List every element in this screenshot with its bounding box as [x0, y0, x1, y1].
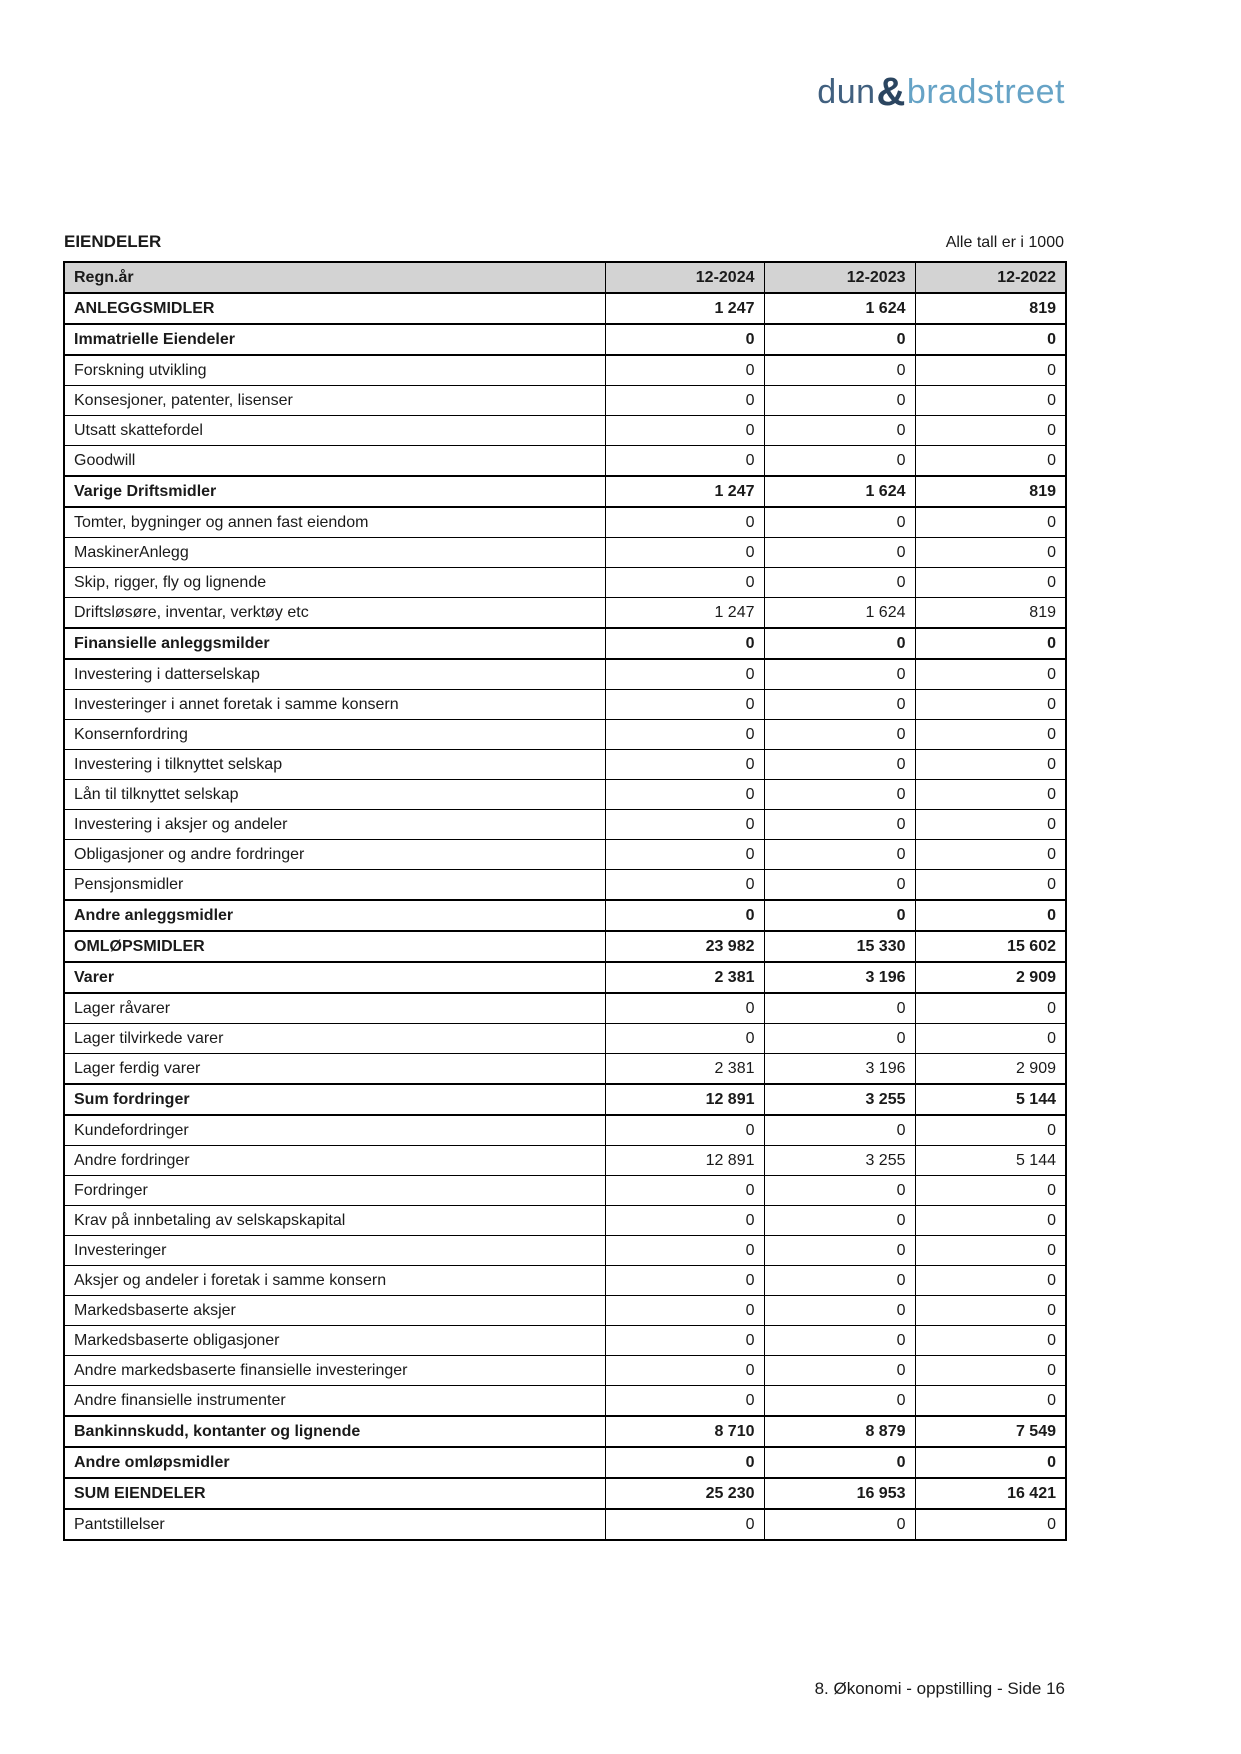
row-value: 0 — [605, 690, 764, 720]
table-row — [64, 1509, 1066, 1540]
row-value: 0 — [915, 690, 1066, 720]
row-value: 1 247 — [605, 476, 764, 507]
row-value: 0 — [605, 1176, 764, 1206]
table-row — [64, 1206, 1066, 1236]
row-value: 8 879 — [764, 1416, 915, 1447]
row-label: Sum fordringer — [64, 1084, 605, 1115]
row-value: 0 — [915, 538, 1066, 568]
row-value: 0 — [764, 1296, 915, 1326]
row-value: 1 624 — [764, 476, 915, 507]
row-value: 0 — [605, 628, 764, 659]
row-label: MaskinerAnlegg — [64, 538, 605, 568]
table-row — [64, 870, 1066, 901]
row-value: 0 — [605, 1356, 764, 1386]
row-value: 8 710 — [605, 1416, 764, 1447]
row-label: Markedsbaserte obligasjoner — [64, 1326, 605, 1356]
row-value: 3 255 — [764, 1084, 915, 1115]
table-row — [64, 1326, 1066, 1356]
table-row — [64, 1024, 1066, 1054]
table-row — [64, 1176, 1066, 1206]
row-label: Immatrielle Eiendeler — [64, 324, 605, 355]
row-value: 1 247 — [605, 598, 764, 629]
table-row — [64, 690, 1066, 720]
row-label: Andre omløpsmidler — [64, 1447, 605, 1478]
row-value: 0 — [915, 1266, 1066, 1296]
row-value: 15 602 — [915, 931, 1066, 962]
row-value: 16 953 — [764, 1478, 915, 1509]
row-value: 0 — [605, 1236, 764, 1266]
row-value: 15 330 — [764, 931, 915, 962]
table-row — [64, 750, 1066, 780]
column-header-12-2023: 12-2023 — [764, 262, 915, 293]
table-row — [64, 476, 1066, 507]
row-value: 0 — [605, 1266, 764, 1296]
row-value: 0 — [764, 1176, 915, 1206]
row-label: Kundefordringer — [64, 1115, 605, 1146]
table-row — [64, 659, 1066, 690]
page-footer: 8. Økonomi - oppstilling - Side 16 — [814, 1679, 1065, 1698]
row-value: 0 — [605, 1296, 764, 1326]
row-value: 3 196 — [764, 962, 915, 993]
row-label: Andre finansielle instrumenter — [64, 1386, 605, 1417]
table-row — [64, 1084, 1066, 1115]
table-row — [64, 1115, 1066, 1146]
row-value: 5 144 — [915, 1146, 1066, 1176]
row-value: 2 909 — [915, 1054, 1066, 1085]
table-row — [64, 810, 1066, 840]
row-value: 0 — [915, 780, 1066, 810]
row-label: Investering i aksjer og andeler — [64, 810, 605, 840]
table-row — [64, 293, 1066, 324]
row-value: 0 — [764, 628, 915, 659]
table-row — [64, 1054, 1066, 1085]
row-value: 0 — [605, 659, 764, 690]
table-row — [64, 1236, 1066, 1266]
table-row — [64, 1447, 1066, 1478]
row-label: Tomter, bygninger og annen fast eiendom — [64, 507, 605, 538]
row-value: 2 381 — [605, 1054, 764, 1085]
balance-sheet-table — [63, 261, 1067, 1541]
row-value: 0 — [764, 720, 915, 750]
row-label: Konsesjoner, patenter, lisenser — [64, 386, 605, 416]
column-header-12-2022: 12-2022 — [915, 262, 1066, 293]
row-value: 0 — [915, 750, 1066, 780]
row-value: 0 — [605, 1509, 764, 1540]
row-value: 2 909 — [915, 962, 1066, 993]
row-value: 0 — [764, 1206, 915, 1236]
row-value: 0 — [915, 870, 1066, 901]
table-row — [64, 1478, 1066, 1509]
row-value: 5 144 — [915, 1084, 1066, 1115]
table-row — [64, 840, 1066, 870]
dun-bradstreet-logo — [817, 70, 1065, 114]
row-label: Varige Driftsmidler — [64, 476, 605, 507]
row-value: 0 — [605, 386, 764, 416]
row-value: 0 — [605, 780, 764, 810]
table-row — [64, 993, 1066, 1024]
row-value: 0 — [605, 750, 764, 780]
row-value: 0 — [915, 628, 1066, 659]
row-value: 0 — [605, 1115, 764, 1146]
row-value: 0 — [764, 1447, 915, 1478]
row-value: 12 891 — [605, 1084, 764, 1115]
table-row — [64, 962, 1066, 993]
row-label: Lager tilvirkede varer — [64, 1024, 605, 1054]
row-value: 0 — [764, 690, 915, 720]
row-label: Utsatt skattefordel — [64, 416, 605, 446]
row-label: Driftsløsøre, inventar, verktøy etc — [64, 598, 605, 629]
row-value: 0 — [915, 324, 1066, 355]
row-value: 0 — [764, 1509, 915, 1540]
row-value: 819 — [915, 293, 1066, 324]
row-label: Bankinnskudd, kontanter og lignende — [64, 1416, 605, 1447]
row-value: 0 — [764, 810, 915, 840]
row-value: 0 — [764, 355, 915, 386]
row-value: 0 — [915, 1447, 1066, 1478]
row-value: 0 — [915, 1356, 1066, 1386]
row-label: Goodwill — [64, 446, 605, 477]
table-row — [64, 1386, 1066, 1417]
table-row — [64, 416, 1066, 446]
row-label: Varer — [64, 962, 605, 993]
row-label: OMLØPSMIDLER — [64, 931, 605, 962]
row-value: 0 — [915, 568, 1066, 598]
row-label: Krav på innbetaling av selskapskapital — [64, 1206, 605, 1236]
row-value: 0 — [605, 1206, 764, 1236]
row-label: Lager råvarer — [64, 993, 605, 1024]
page-title: EIENDELER — [64, 232, 162, 251]
table-row — [64, 507, 1066, 538]
row-value: 0 — [764, 993, 915, 1024]
row-value: 0 — [764, 386, 915, 416]
row-value: 0 — [605, 1386, 764, 1417]
row-value: 0 — [915, 446, 1066, 477]
row-value: 0 — [764, 1115, 915, 1146]
row-label: Investeringer i annet foretak i samme konsern — [64, 690, 605, 720]
row-value: 0 — [764, 1266, 915, 1296]
row-label: Lån til tilknyttet selskap — [64, 780, 605, 810]
row-value: 0 — [915, 386, 1066, 416]
row-label: Lager ferdig varer — [64, 1054, 605, 1085]
row-value: 0 — [764, 538, 915, 568]
row-value: 0 — [764, 780, 915, 810]
table-row — [64, 900, 1066, 931]
row-label: Andre markedsbaserte finansielle investeringer — [64, 1356, 605, 1386]
row-value: 819 — [915, 476, 1066, 507]
row-value: 0 — [764, 1236, 915, 1266]
row-value: 3 196 — [764, 1054, 915, 1085]
row-value: 0 — [605, 1326, 764, 1356]
row-value: 0 — [605, 840, 764, 870]
row-value: 0 — [915, 1236, 1066, 1266]
row-label: Obligasjoner og andre fordringer — [64, 840, 605, 870]
row-label: Andre fordringer — [64, 1146, 605, 1176]
row-value: 0 — [764, 659, 915, 690]
row-value: 0 — [764, 1386, 915, 1417]
table-row — [64, 931, 1066, 962]
logo-ampersand-icon: & — [876, 70, 906, 114]
row-label: Andre anleggsmidler — [64, 900, 605, 931]
row-value: 0 — [605, 324, 764, 355]
logo-text-dun: dun — [817, 73, 876, 111]
row-value: 0 — [764, 870, 915, 901]
row-value: 0 — [764, 416, 915, 446]
row-value: 0 — [605, 870, 764, 901]
row-value: 0 — [764, 507, 915, 538]
table-row — [64, 1416, 1066, 1447]
table-header-row — [64, 262, 1066, 293]
table-row — [64, 568, 1066, 598]
row-value: 23 982 — [605, 931, 764, 962]
row-value: 0 — [605, 993, 764, 1024]
row-value: 1 624 — [764, 598, 915, 629]
row-value: 0 — [915, 720, 1066, 750]
row-value: 0 — [764, 1356, 915, 1386]
row-label: Aksjer og andeler i foretak i samme konsern — [64, 1266, 605, 1296]
row-value: 0 — [605, 507, 764, 538]
balance-sheet-section — [63, 232, 1065, 1541]
row-value: 3 255 — [764, 1146, 915, 1176]
row-value: 0 — [915, 1296, 1066, 1326]
row-label: Konsernfordring — [64, 720, 605, 750]
row-label: Investeringer — [64, 1236, 605, 1266]
row-label: Markedsbaserte aksjer — [64, 1296, 605, 1326]
row-value: 0 — [605, 538, 764, 568]
row-value: 0 — [764, 750, 915, 780]
row-value: 0 — [764, 568, 915, 598]
row-value: 0 — [605, 355, 764, 386]
row-value: 16 421 — [915, 1478, 1066, 1509]
row-value: 0 — [605, 810, 764, 840]
row-value: 0 — [915, 1115, 1066, 1146]
row-value: 1 624 — [764, 293, 915, 324]
row-value: 0 — [915, 659, 1066, 690]
row-value: 0 — [764, 840, 915, 870]
row-value: 0 — [915, 355, 1066, 386]
row-label: Skip, rigger, fly og lignende — [64, 568, 605, 598]
row-value: 0 — [915, 1386, 1066, 1417]
table-row — [64, 324, 1066, 355]
row-value: 0 — [605, 900, 764, 931]
row-value: 0 — [605, 568, 764, 598]
table-row — [64, 1296, 1066, 1326]
table-row — [64, 598, 1066, 629]
row-value: 12 891 — [605, 1146, 764, 1176]
row-value: 25 230 — [605, 1478, 764, 1509]
row-label: Fordringer — [64, 1176, 605, 1206]
row-value: 0 — [764, 1326, 915, 1356]
row-value: 0 — [605, 720, 764, 750]
row-value: 0 — [764, 1024, 915, 1054]
row-value: 0 — [915, 900, 1066, 931]
row-value: 0 — [915, 1509, 1066, 1540]
row-value: 0 — [915, 993, 1066, 1024]
logo-text-bradstreet: bradstreet — [906, 73, 1065, 111]
table-row — [64, 1266, 1066, 1296]
row-value: 0 — [605, 446, 764, 477]
row-value: 0 — [605, 416, 764, 446]
row-label: SUM EIENDELER — [64, 1478, 605, 1509]
row-value: 2 381 — [605, 962, 764, 993]
column-header-regnar: Regn.år — [64, 262, 605, 293]
section-header-line — [63, 232, 1065, 252]
row-value: 0 — [605, 1024, 764, 1054]
row-value: 819 — [915, 598, 1066, 629]
row-label: Investering i datterselskap — [64, 659, 605, 690]
row-value: 0 — [915, 1326, 1066, 1356]
row-value: 0 — [915, 1206, 1066, 1236]
row-value: 0 — [915, 507, 1066, 538]
row-value: 0 — [764, 900, 915, 931]
row-label: Investering i tilknyttet selskap — [64, 750, 605, 780]
row-value: 0 — [915, 840, 1066, 870]
row-value: 0 — [915, 1024, 1066, 1054]
table-row — [64, 355, 1066, 386]
row-value: 0 — [764, 446, 915, 477]
table-row — [64, 1356, 1066, 1386]
table-row — [64, 780, 1066, 810]
row-label: Pantstillelser — [64, 1509, 605, 1540]
row-value: 0 — [764, 324, 915, 355]
row-value: 1 247 — [605, 293, 764, 324]
row-value: 0 — [915, 1176, 1066, 1206]
table-row — [64, 538, 1066, 568]
table-row — [64, 720, 1066, 750]
row-value: 0 — [915, 810, 1066, 840]
units-note: Alle tall er i 1000 — [945, 234, 1064, 251]
row-label: Finansielle anleggsmilder — [64, 628, 605, 659]
row-label: Forskning utvikling — [64, 355, 605, 386]
row-value: 0 — [605, 1447, 764, 1478]
table-row — [64, 446, 1066, 477]
column-header-12-2024: 12-2024 — [605, 262, 764, 293]
table-row — [64, 1146, 1066, 1176]
row-label: ANLEGGSMIDLER — [64, 293, 605, 324]
row-value: 7 549 — [915, 1416, 1066, 1447]
table-row — [64, 628, 1066, 659]
row-label: Pensjonsmidler — [64, 870, 605, 901]
row-value: 0 — [915, 416, 1066, 446]
table-row — [64, 386, 1066, 416]
